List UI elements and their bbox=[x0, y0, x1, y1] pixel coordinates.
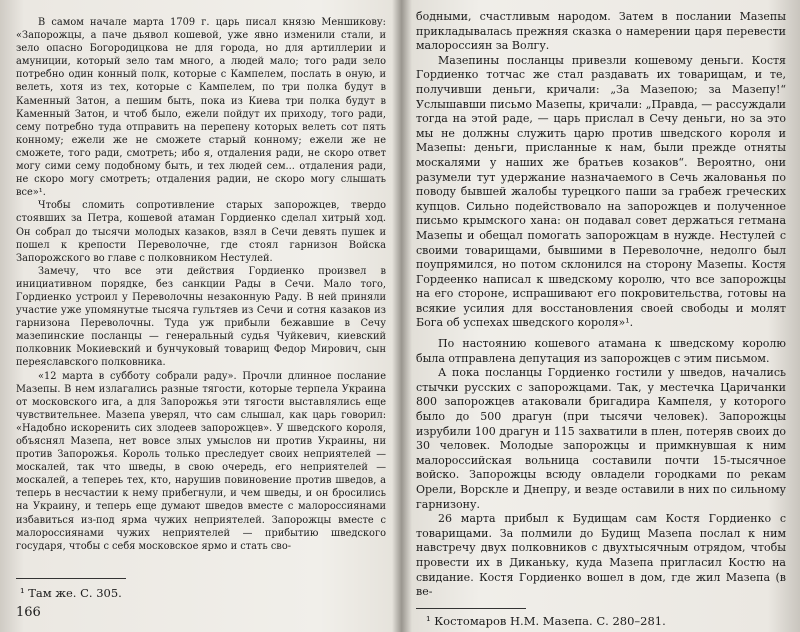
paragraph: По настоянию кошевого атамана к шведскому королю была отправлена депутация из запорожцев с этим письмом. bbox=[416, 337, 786, 365]
paragraph: «12 марта в субботу собрали раду». Прочли длинное послание Мазепы. В нем излагались разные тягости, которые терпела Украина от московского ига, а для Запорожья эти тягости выставлялись еще чувствительнее. Мазепа уверял, что сам слышал, как царь говорил: «Надобно искоренить сих злодеев запорожцев». У шведского короля, объяснял Мазепа, нет вовсе злых умыслов ни против Украины, ни против Запорожья. Король только преследует своих неприятелей — москалей, так что шведы, в свою очередь, его неприятелей — москалей, а тепереь тех, кто, нарушив повиновение против шведов, а теперь в несчастии к нему прибегнули, и чем шведы, и он бросились на Украину, и теперь еще думают шведов вместе с малороссиянами избавиться из-под ярма чужих неприятелей. Запорожцы вместе с малороссиянами чужих неприятелей — прибытию шведского государя, чтобы с себя московское ярмо и стать сво- bbox=[16, 370, 386, 552]
paragraph: Замечу, что все эти действия Гордиенко произвел в инициативном порядке, без санкции Рады в Сечи. Мало того, Гордиенко устроил у Переволочны незаконную Раду. В ней приняли участие уже упомянутые тысяча гультяев из Сечи и сотня казаков из гарнизона Переволочны. Туда уж прибыли бежавшие в Сечу мазепинские посланцы — генеральный судья Чуйкевич, киевский полковник Мокиевский и бунчуковый товарищ Федор Мирович, сын переяславского полковника. bbox=[16, 265, 386, 369]
paragraph: 26 марта прибыл к Будищам сам Костя Гордиенко с товарищами. За полмили до Будищ Мазепа послал к ним навстречу двух полковников с двухтысячным отрядом, чтобы провести их в Диканьку, куда Мазепа пригласил Костю на свидание. Костя Гордиенко вошел в дом, где жил Мазепа (в ве- bbox=[416, 512, 786, 599]
paragraph: бодными, счастливым народом. Затем в послании Мазепы прикладывалась прежняя сказка о намерении царя перевести малороссиян за Волгу. bbox=[416, 10, 786, 53]
paragraph: В самом начале марта 1709 г. царь писал князю Меншикову: «Запорожцы, а паче дьявол кошевой, уже явно изменили стали, и зело опасно Богородицкова не для города, но для артиллерии и амуниции, который зело там много, а людей мало; того ради зело потребно один конный полк, которые с Кампелем, послать в оную, и велеть, хотя из тех, которые с Кампелем, по три полка будут в Каменный Затон, а пешим быть, пока из Киева три полка будут в Каменный Затон, и чтоб было, ежели пойдут их приходу, того ради, сему потребно туда отправить на перепену которых велеть сот пять конному; ежели же не сможете старый конному; ежели же не сможете, того ради, смотреть; ибо я, отдаления ради, не скоро ответ могу сими сему подобному быть, и тех людей сем... отдаления ради, не скоро могу смотреть; отдаления радии, не скоро могу слышать все»¹. bbox=[16, 17, 386, 199]
footnote-divider bbox=[416, 608, 526, 609]
right-page bbox=[404, 0, 800, 632]
paragraph: А пока посланцы Гордиенко гостили у шведов, начались стычки русских с запорожцами. Так, у местечка Царичанки 800 запорожцев атаковали бригадира Кампеля, у которого было до 500 драгун (при тысячи человек). Запорожцы изрубили 100 драгун и 115 захватили в плен, потеряв своих до 30 человек. Молодые запорожцы и примкнувшая к ним малороссийская вольница составили почти 15-тысячное войско. Запорожцы всюду овладели городками по рекам Орели, Ворскле и Днепру, и везде оставили в них по сильному гарнизону. bbox=[416, 366, 786, 511]
paragraph: Чтобы сломить сопротивление старых запорожцев, твердо стоявших за Петра, кошевой атаман Гордиенко сделал хитрый ход. Он собрал до тысячи молодых казаков, взял в Сечи девять пушек и пошел к крепости Переволочне, где стоял гарнизон Войска Запорожского во главе с полковником Нестулей. bbox=[16, 200, 386, 264]
paragraph: Мазепины посланцы привезли кошевому деньги. Костя Гордиенко тотчас же стал раздавать их товарищам, и те, получивши деньги, кричали: „За Мазепою; за Мазепу!“ Услышавши письмо Мазепы, кричали: „Правда, — рассуждали тогда на этой раде, — царь прислал в Сечу деньги, но за это мы не должны служить царю против шведского короля и Мазепы: деньги, присланные к нам, были прежде отняты москалями у наших же братьев козаков“. Вероятно, они разумели тут удержание назначаемого в Сечь жалованья по поводу бывшей жалобы турецкого паши за грабеж греческих купцов. Сильно подействовало на запорожцев и полученное письмо крымского хана: он подавал совет держаться гетмана Мазепы и обещал помогать запорожцам в нужде. Нестулей с своими товарищами, бывшими в Переволочне, недолго был поупрямился, но потом склонился на сторону Мазепы. Костя Гордеенко написал к шведскому королю, что все запорожцы на его стороне, испрашивают его покровительства, готовы на всякие усилия для восстановления своей свободы и молят Бога об успехах шведского короля»¹. bbox=[416, 53, 786, 330]
left-page bbox=[0, 0, 398, 632]
footnote: ¹ Костомаров Н.М. Мазепа. С. 280–281. bbox=[426, 614, 666, 628]
page-number: 166 bbox=[16, 605, 41, 620]
footnote: ¹ Там же. С. 305. bbox=[20, 586, 122, 600]
footnote-divider bbox=[16, 578, 126, 579]
